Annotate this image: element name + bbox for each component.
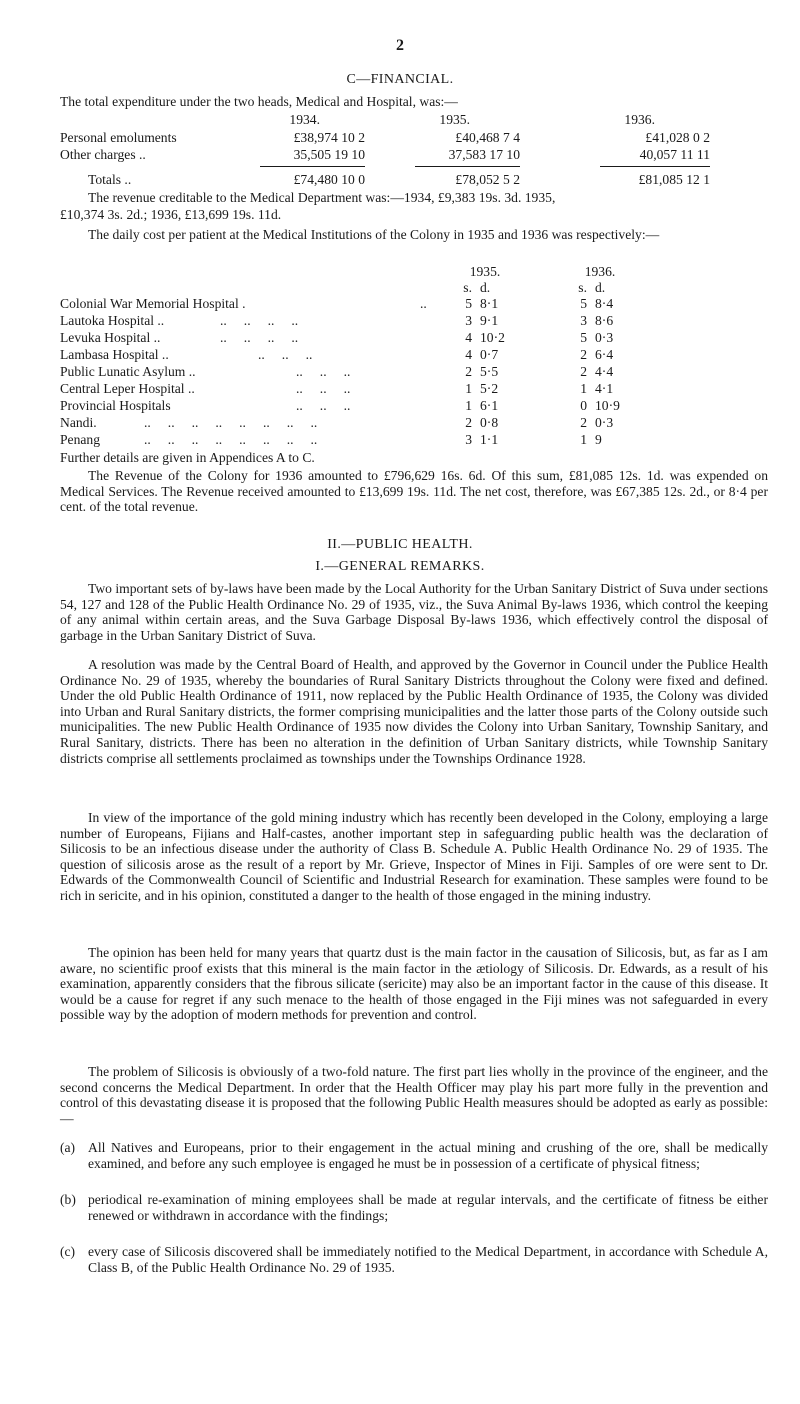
cost-d-1935: 5·5 (480, 364, 499, 379)
paragraph-bylaws: Two important sets of by-laws have been made by the Local Authority for the Urban Sanitary District of Suva under sections 54, 127 and 128 of the Public Health Ordinance No. 29 of 1935, viz., the Suva Animal By-laws 1936, which control the keeping of any animal within certain areas, and the Suva Garbage Disposal By-laws 1936, which effectively control the disposal of garbage in the Urban Sanitary District of Suva. (60, 581, 768, 643)
exp-row-label: Personal emoluments (60, 130, 177, 145)
exp-cell: £41,028 0 2 (645, 130, 710, 145)
cost-s-1936: 2 (580, 415, 587, 430)
cost-d-1935: 5·2 (480, 381, 499, 396)
cost-s-1936: 3 (580, 313, 587, 328)
cost-d-1936: 9 (595, 432, 602, 447)
cost-d-1935: 10·2 (480, 330, 505, 345)
page-number: 2 (396, 37, 404, 54)
cost-row-name: Central Leper Hospital .. (60, 381, 195, 396)
exp-total-cell: £81,085 12 1 (638, 172, 710, 187)
cost-row-name: Penang (60, 432, 101, 447)
cost-s-1936: 2 (580, 364, 587, 379)
section-heading-public-health: II.—PUBLIC HEALTH. (327, 537, 473, 552)
cost-year-1936: 1936. (584, 264, 616, 279)
exp-sum-rule (260, 166, 365, 167)
paragraph-problem: The problem of Silicosis is obviously of a two-fold nature. The first part lies wholly in the province of the engineer, and the second concerns the Medical Department. In order that the Health Officer may play his part more fully in the prevention and control of this devastating disease it is proposed that the following Public Health measures should be adopted as early as possible:— (60, 1064, 768, 1126)
paragraph-resolution: A resolution was made by the Central Board of Health, and approved by the Governor in Council under the Publice Health Ordinance No. 29 of 1935, whereby the boundaries of Rural Sanitary Districts throughout the Colony were fixed and defined. Under the old Public Health Ordinance of 1911, now replaced by the Public Health Ordinance of 1935, the Colony was divided into Urban and Rural Sanitary districts, the former comprising municipalities and the latter those parts of the Colony outside such municipalities. The new Public Health Ordinance of 1935 now divides the Colony into Urban Sanitary, Township Sanitary, and Rural Sanitary, districts. There has been no alteration in the definition of Urban Sanitary districts, while Township Sanitary districts comprise all settlements proclaimed as townships under the Townships Ordinance 1928. (60, 657, 768, 766)
cost-s-1936: 5 (580, 296, 587, 311)
cost-year-1935: 1935. (469, 264, 501, 279)
paragraph-opinion: The opinion has been held for many years that quartz dust is the main factor in the causation of Silicosis, but, as far as I am aware, no scientific proof exists that this mineral is the main factor in the ætiology of Silicosis. Dr. Edwards, as a result of his examination, apparently considers that the fibrous silicate (sericite) may also be an important factor in the cause of this disease. It would be a cause for regret if any such menace to the health of those engaged in the Fiji mines was not safeguarded in every possible way by the adoption of modern methods for prevention and control. (60, 945, 768, 1023)
list-item-label: (b) (60, 1192, 76, 1207)
cost-d-1936: 0·3 (595, 415, 614, 430)
cost-s-1935: 1 (465, 398, 472, 413)
cost-s-1935: 2 (465, 364, 472, 379)
revenue-line-1: The revenue creditable to the Medical Department was:—1934, £9,383 19s. 3d. 1935, (88, 190, 556, 205)
leader-dots: .. .. .. (296, 381, 351, 396)
cost-unit-s: s. (463, 280, 472, 295)
appendix-note: Further details are given in Appendices A to C. (60, 450, 315, 465)
paragraph-revenue-colony: The Revenue of the Colony for 1936 amounted to £796,629 16s. 6d. Of this sum, £81,085 12s. 1d. was expended on Medical Services. The Revenue received amounted to £13,699 19s. 11d. The net cost, therefore, was £67,385 12s. 2d., or 8·4 per cent. of the total revenue. (60, 468, 768, 515)
cost-d-1936: 4·1 (595, 381, 614, 396)
cost-s-1935: 4 (465, 330, 472, 345)
cost-row-name: Provincial Hospitals (60, 398, 171, 413)
cost-s-1936: 2 (580, 347, 587, 362)
cost-d-1935: 8·1 (480, 296, 499, 311)
exp-sum-rule (600, 166, 710, 167)
cost-d-1935: 9·1 (480, 313, 499, 328)
cost-d-1935: 0·7 (480, 347, 499, 362)
cost-s-1936: 0 (580, 398, 587, 413)
cost-s-1936: 5 (580, 330, 587, 345)
list-item-text: All Natives and Europeans, prior to their engagement in the actual mining and crushing of the ore, shall be medically examined, and before any such employee is engaged he must be in possession of a certificate of physical fitness; (88, 1140, 768, 1171)
cost-row-name: Public Lunatic Asylum .. (60, 364, 196, 379)
section-heading-financial: C—FINANCIAL. (346, 72, 454, 87)
cost-s-1935: 4 (465, 347, 472, 362)
leader-dots: .. .. .. .. (220, 330, 299, 345)
exp-cell: 37,583 17 10 (448, 147, 520, 162)
exp-cell: 40,057 11 11 (639, 147, 710, 162)
daily-cost-intro: The daily cost per patient at the Medical Institutions of the Colony in 1935 and 1936 was respectively:— (88, 227, 660, 242)
expenditure-intro: The total expenditure under the two heads, Medical and Hospital, was:— (60, 94, 458, 109)
cost-unit-s: s. (578, 280, 587, 295)
cost-d-1935: 0·8 (480, 415, 499, 430)
list-item-text: periodical re-examination of mining employees shall be made at regular intervals, and the certificate of fitness be either renewed or withdrawn in accordance with the findings; (88, 1192, 768, 1223)
exp-cell: 35,505 19 10 (293, 147, 365, 162)
leader-dots: .. .. .. (296, 364, 351, 379)
exp-sum-rule (415, 166, 520, 167)
cost-unit-d: d. (595, 280, 606, 295)
leader-dots: .. (420, 296, 427, 311)
cost-row-name: Levuka Hospital .. (60, 330, 161, 345)
leader-dots: .. .. .. .. (220, 313, 299, 328)
exp-cell: £38,974 10 2 (293, 130, 365, 145)
exp-total-cell: £78,052 5 2 (455, 172, 520, 187)
section-heading-general-remarks: I.—GENERAL REMARKS. (315, 559, 485, 574)
exp-year-1934: 1934. (289, 112, 320, 127)
cost-d-1936: 6·4 (595, 347, 614, 362)
list-item-label: (c) (60, 1244, 76, 1259)
exp-row-label: Other charges .. (60, 147, 146, 162)
list-item (60, 1140, 768, 1171)
cost-s-1935: 5 (465, 296, 472, 311)
leader-dots: .. .. .. (296, 398, 351, 413)
cost-s-1936: 1 (580, 381, 587, 396)
cost-row-name: Lautoka Hospital .. (60, 313, 165, 328)
cost-d-1935: 6·1 (480, 398, 499, 413)
cost-row-name: Colonial War Memorial Hospital . (60, 296, 246, 311)
cost-d-1936: 4·4 (595, 364, 614, 379)
cost-d-1935: 1·1 (480, 432, 499, 447)
cost-row-name: Nandi. (60, 415, 97, 430)
cost-d-1936: 0·3 (595, 330, 614, 345)
cost-unit-d: d. (480, 280, 491, 295)
revenue-line-2: £10,374 3s. 2d.; 1936, £13,699 19s. 11d. (60, 207, 282, 222)
list-item-text: every case of Silicosis discovered shall be immediately notified to the Medical Department, in accordance with Schedule A, Class B, of the Public Health Ordinance No. 29 of 1935. (88, 1244, 768, 1275)
exp-year-1936: 1936. (624, 112, 655, 127)
paragraph-gold-mining: In view of the importance of the gold mining industry which has recently been developed in the Colony, employing a large number of Europeans, Fijians and Half-castes, another important step in safeguarding public health was the declaration of Silicosis to be an infectious disease under the authority of Class B. Schedule A. Public Health Ordinance No. 29 of 1935. The question of silicosis arose as the result of a report by Mr. Grieve, Inspector of Mines in Fiji. Samples of ore were sent to Dr. Edwards of the Commonwealth Council of Scientific and Industrial Research for examination. These samples were found to be rich in sericite, and in his opinion, constituted a danger to the health of those engaged in the mining industry. (60, 810, 768, 903)
exp-total-cell: £74,480 10 0 (293, 172, 365, 187)
leader-dots: .. .. .. (258, 347, 313, 362)
cost-d-1936: 10·9 (595, 398, 620, 413)
leader-dots: .. .. .. .. .. .. .. .. (144, 415, 318, 430)
cost-s-1935: 3 (465, 313, 472, 328)
list-item (60, 1192, 768, 1223)
cost-s-1935: 3 (465, 432, 472, 447)
exp-year-1935: 1935. (439, 112, 470, 127)
exp-cell: £40,468 7 4 (455, 130, 520, 145)
list-item-label: (a) (60, 1140, 76, 1155)
cost-s-1936: 1 (580, 432, 587, 447)
cost-d-1936: 8·4 (595, 296, 614, 311)
cost-s-1935: 1 (465, 381, 472, 396)
cost-row-name: Lambasa Hospital .. (60, 347, 169, 362)
leader-dots: .. .. .. .. .. .. .. .. (144, 432, 318, 447)
cost-d-1936: 8·6 (595, 313, 614, 328)
list-item (60, 1244, 768, 1275)
exp-totals-label: Totals .. (88, 172, 132, 187)
cost-s-1935: 2 (465, 415, 472, 430)
